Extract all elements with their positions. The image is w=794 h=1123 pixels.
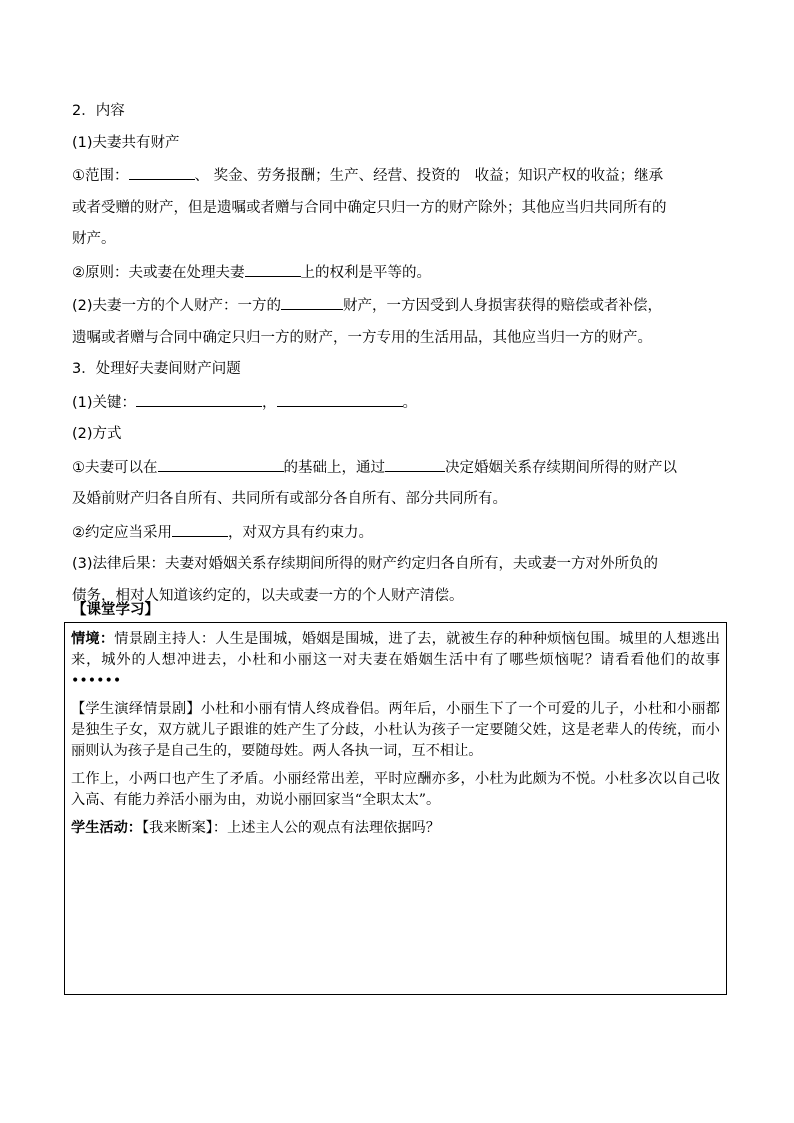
method-line-1 [72, 456, 728, 478]
section-2-1-heading: (1)夫妻共有财产 [72, 134, 180, 151]
scope-line-3: 财产。 [72, 231, 116, 247]
key-line [72, 391, 728, 413]
play-paragraph: 【学生演绎情景剧】小杜和小丽有情人终成眷侣。两年后，小丽生下了一个可爱的儿子，小杜和小丽都是独生子女，双方就儿子跟谁的姓产生了分歧，小杜认为孩子一定要随父姓，这是老辈人的传统，而小丽则认为孩子是自己生的，要随母姓。两人各执一词，互不相让。 [71, 701, 720, 759]
personal-property-line-2: 遗嘱或者赠与合同中确定只归一方的财产，一方专用的生活用品，其他应当归一方的财产。 [72, 329, 652, 346]
method-line-2 [72, 521, 728, 543]
fill-blank[interactable] [245, 261, 301, 277]
method-text-b: 的基础上，通过 [283, 459, 385, 476]
scope-text: 、 奖金、劳务报酬；生产、经营、投资的 收益；知识产权的收益；继承 [194, 168, 664, 184]
section-2-heading: 2．内容 [72, 103, 125, 119]
work-paragraph: 工作上，小两口也产生了矛盾。小丽经常出差，平时应酬亦多，小杜为此颇为不悦。小杜多次以自己收入高、有能力养活小丽为由，劝说小丽回家当“全职太太”。 [71, 771, 720, 808]
section-3-heading: 3．处理好夫妻间财产问题 [72, 361, 241, 377]
method-text-a: ①夫妻可以在 [72, 459, 158, 476]
method-text-c: 决定婚姻关系存续期间所得的财产以 [445, 459, 677, 476]
activity-label: 学生活动： [71, 820, 142, 836]
activity-paragraph [71, 818, 720, 839]
fill-blank[interactable] [158, 456, 284, 472]
legal-consequence-line: (3)法律后果：夫妻对婚姻关系存续期间所得的财产约定归各自所有，夫或妻一方对外所负的 [72, 556, 659, 572]
scope-label: ①范围： [72, 168, 129, 184]
fill-blank[interactable] [281, 294, 343, 310]
scene-label: 情境： [71, 631, 115, 647]
fill-blank[interactable] [129, 164, 195, 180]
notes-content [72, 101, 728, 617]
personal-property-text-a: (2)夫妻一方的个人财产：一方的 [72, 298, 282, 314]
key-end: 。 [402, 394, 418, 411]
method-2-text-a: ②约定应当采用 [72, 524, 172, 541]
method-line-1b: 及婚前财产归各自所有、共同所有或部分各自所有、部分共同所有。 [72, 491, 507, 507]
personal-property-text-b: 财产，一方因受到人身损害获得的赔偿或者补偿， [343, 298, 663, 314]
principle-text-b: 上的权利是平等的。 [300, 264, 431, 281]
scope-line [72, 164, 728, 186]
fill-blank[interactable] [172, 521, 228, 537]
fill-blank[interactable] [277, 391, 403, 407]
principle-text-a: ②原则：夫或妻在处理夫妻 [72, 264, 245, 281]
principle-line [72, 261, 728, 283]
scope-line-2: 或者受赠的财产，但是遗嘱或者赠与合同中确定只归一方的财产除外；其他应当归共同所有的 [72, 199, 667, 216]
scene-paragraph [71, 629, 720, 692]
classroom-box [64, 622, 727, 995]
personal-property-line [72, 294, 728, 316]
legal-consequence-line-2: 债务，相对人知道该约定的，以夫或妻一方的个人财产清偿。 [72, 587, 464, 604]
method-heading: (2)方式 [72, 426, 122, 442]
activity-text: 【我来断案】：上述主人公的观点有法理依据吗？ [141, 820, 440, 836]
classroom-title: 【课堂学习】 [72, 602, 159, 618]
key-separator: ， [262, 394, 277, 411]
fill-blank[interactable] [385, 456, 445, 472]
fill-blank[interactable] [136, 391, 262, 407]
key-label: (1)关键： [72, 394, 137, 411]
scene-text: 情景剧主持人：人生是围城，婚姻是围城，进了去，就被生存的种种烦恼包围。城里的人想逃出来，城外的人想冲进去，小杜和小丽这一对夫妻在婚姻生活中有了哪些烦恼呢？请看看他们的故事•••••• [71, 631, 720, 689]
method-2-text-b: ，对双方具有约束力。 [228, 524, 373, 541]
